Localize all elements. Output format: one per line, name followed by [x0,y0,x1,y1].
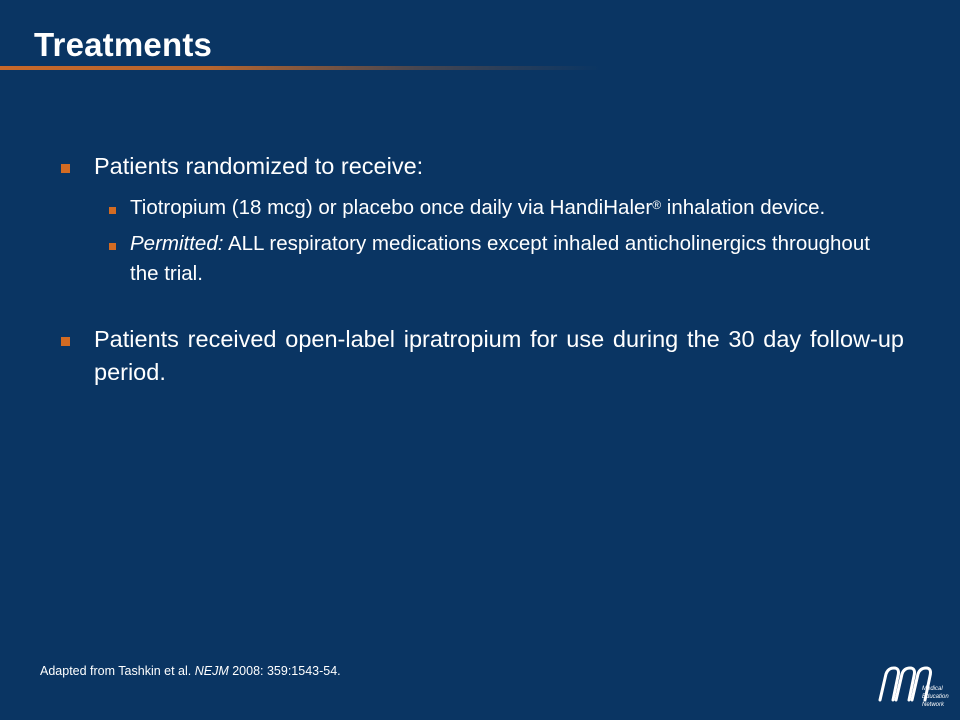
citation-suffix: 2008: 359:1543-54. [228,664,341,678]
citation-prefix: Adapted from Tashkin et al. [40,664,195,678]
sub-bullet-text: Tiotropium (18 mcg) or placebo once daily via HandiHaler [130,196,653,219]
citation-journal: NEJM [194,664,229,678]
sub-bullet-text: ALL respiratory medications except inhaled anticholinergics throughout the trial. [130,232,870,285]
emphasis-text: Permitted: [130,232,224,255]
logo-line-2: Education [922,694,949,700]
square-bullet-icon [109,243,116,250]
bullet-text: Patients randomized to receive: [94,153,424,179]
logo-line-1: Medical [922,686,943,692]
square-bullet-icon [61,164,70,173]
medical-education-network-logo-icon [874,658,949,712]
slide-title: Treatments [34,26,213,63]
sub-bullet-text-cont: inhalation device. [661,196,826,219]
bullet-randomized [58,150,904,183]
square-bullet-icon [109,207,116,214]
title-underline [0,66,600,70]
registered-mark: ® [652,198,662,212]
sub-bullet-tiotropium [58,193,904,223]
bullet-text: Patients received open-label ipratropium for use during the 30 day follow-up period. [94,326,904,385]
square-bullet-icon [61,337,70,346]
bullet-ipratropium [58,323,904,389]
logo-line-3: Network [922,702,945,708]
sub-bullet-permitted [58,229,904,289]
slide-content [58,150,904,389]
citation-footnote [40,664,341,678]
